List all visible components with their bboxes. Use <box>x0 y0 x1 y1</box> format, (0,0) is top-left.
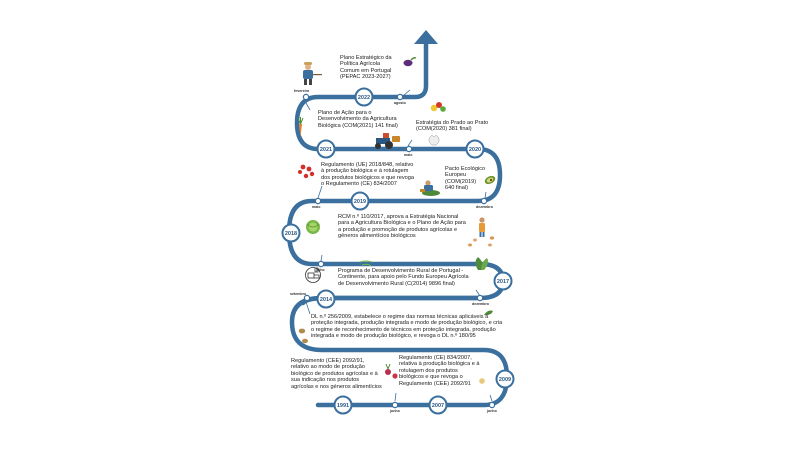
tomatoes-icon <box>298 165 314 179</box>
month-label-dezembro: dezembro <box>472 302 489 306</box>
month-label-setembro: setembro <box>290 292 307 296</box>
month-label-dezembro: dezembro <box>476 205 493 209</box>
month-label-maio: maio <box>312 205 321 209</box>
event-rcm-110-2017: RCM n.º 110/2017, aprova a Estratégia Nacional para a Agricultura Biológica e o Plano de Ação para a produção e promoção de produtos agrícolas e géneros alimentícios biológicos <box>338 214 466 240</box>
year-marker-1991 <box>335 397 352 414</box>
year-label: 2021 <box>319 147 333 153</box>
event-dl-256-2009: DL n.º 256/2009, estabelece o regime das normas técnicas aplicáveis à proteção integrada, produção integrada e modo de produção biológico, e cria o regime de reconhecimento de técnicos em proteção integrada, produção integrada e modo de produção biológico, e revoga o DL n.º 180/95 <box>311 314 503 340</box>
event-reg-cee-2092-91: Regulamento (CEE) 2092/91, relativo ao modo de produção biológico de produtos agrícolas e à sua indicação nos produtos agrícolas e nos géneros alimentícios <box>291 358 382 390</box>
year-label: 1991 <box>336 403 350 409</box>
year-marker-2009 <box>497 371 514 388</box>
year-label: 2017 <box>496 279 510 285</box>
year-marker-2022 <box>356 89 373 106</box>
year-label: 2009 <box>498 377 512 383</box>
year-label: 2018 <box>284 231 298 237</box>
event-pepac: Plano Estratégico da Política Agrícola Comum em Portugal (PEPAC 2023-2027) <box>340 55 392 81</box>
year-marker-2014 <box>318 291 335 308</box>
year-label: 2007 <box>431 403 445 409</box>
year-marker-2019 <box>352 193 369 210</box>
month-label-agosto: agosto <box>394 101 406 105</box>
garlic-icon <box>429 136 439 146</box>
month-label-maio: maio <box>404 153 413 157</box>
month-label-junho: junho <box>390 409 400 413</box>
arrow-head <box>414 30 438 44</box>
farmer-icon <box>303 62 322 85</box>
month-label-julho: julho <box>316 268 325 272</box>
year-marker-2007 <box>430 397 447 414</box>
tractor-icon <box>375 133 400 149</box>
year-label: 2014 <box>319 297 333 303</box>
year-label: 2019 <box>353 199 367 205</box>
event-pacto-ecologico: Pacto Ecológico Europeu (COM(2019) 640 final) <box>445 166 486 192</box>
event-plano-acao-2021: Plano de Ação para o Desenvolvimento da Agricultura Biológica (COM(2021) 141 final) <box>318 110 398 129</box>
year-label: 2022 <box>357 95 371 101</box>
year-marker-2020 <box>467 141 484 158</box>
event-regulamento-2018-848: Regulamento (UE) 2018/848, relativo à produção biológica e à rotulagem dos produtos biológicos e que revoga o Regulamento (CE) 834/2007 <box>321 162 414 188</box>
year-marker-2018 <box>283 225 300 242</box>
event-reg-ce-834-2007: Regulamento (CE) 834/2007, relativa à produção biológica e à rotulagem dos produtos biológicos e que revoga o Regulamento (CEE) 2092/91 <box>399 355 480 387</box>
month-label-junho: junho <box>487 409 497 413</box>
year-label: 2020 <box>468 147 482 153</box>
event-prado-ao-prato: Estratégia do Prado ao Prato (COM(2020) 381 final) <box>416 120 489 133</box>
year-marker-2021 <box>318 141 335 158</box>
month-label-fevereiro: fevereiro <box>294 89 310 93</box>
event-prd-2020: Programa de Desenvolvimento Rural de Portugal - Continente, para apoio pelo Fundo Europeu Agrícola de Desenvolvimento Rural (C(2014) 9896 final) <box>338 268 469 287</box>
fruits-icon <box>431 102 446 112</box>
cabbage-icon <box>306 220 320 234</box>
